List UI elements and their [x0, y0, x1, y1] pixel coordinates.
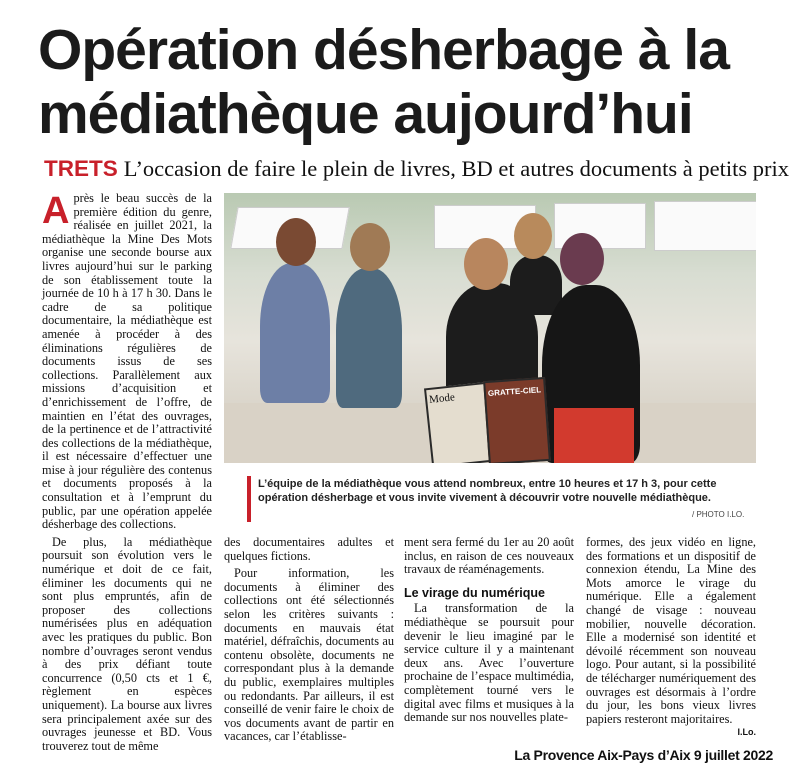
photo-credit: / PHOTO I.LO.: [692, 510, 745, 519]
person-head: [514, 213, 552, 259]
person-head: [350, 223, 390, 271]
intertitle: Le virage du numérique: [404, 585, 546, 600]
person-head: [560, 233, 604, 285]
paragraph: [42, 192, 212, 532]
caption-marker: [247, 476, 251, 522]
team-photo: [224, 193, 756, 463]
paragraph: De plus, la médiathèque poursuit son évolution vers le numérique et doit de ce fait, éliminer les documents qui ne sont plus empruntés, afin de proposer des collections numérisées plus en adéquation avec les pratiques du public. Bon nombre d’ouvrages seront vendus à des prix défiant toute concurrence (0,50 cts et 1 €, règlement en espèces uniquement). La bourse aux livres sera principalement axée sur des ouvrages jeunesse et BD. Vous trouverez tout de même: [42, 534, 212, 753]
person-head: [276, 218, 316, 266]
subheadline: [44, 156, 804, 182]
book-cover: [483, 377, 551, 463]
article-column-1: [42, 192, 212, 753]
book-title: Mode: [428, 391, 456, 406]
paragraph-text: près le beau succès de la première édition du genre, réalisée en juillet 2021, la médiathèque la Mine Des Mots organise une seconde bourse aux livres aujourd’hui sur le parking de son établissement toute la journée de 10 h à 17 h 30. Dans le cadre de sa politique documentaire, la médiathèque est amenée à procéder à des éliminations régulières de documents issus de ses collections. Parallèlement aux missions d’acquisition et d’enrichissement de l’offre, de maintien en l’état des ouvrages, de la pertinence et de l’attractivité des collections de la médiathèque, il est nécessaire d’effectuer une mise à jour régulière des contenus et documents proposés à la consultation et à l’emprunt du public, par une opération appelée désherbage des collections.: [42, 191, 212, 532]
person-head: [464, 238, 508, 290]
person-figure: [260, 263, 330, 403]
red-pants: [554, 408, 634, 463]
drop-cap: A: [42, 190, 70, 232]
article-column-3: [404, 536, 574, 725]
headline: Opération désherbage à la médiathèque aujourd’hui: [38, 18, 729, 146]
book-title: GRATTE-CIEL: [487, 385, 542, 398]
tent-shape: [654, 201, 756, 251]
photo-caption: L’équipe de la médiathèque vous attend nombreux, entre 10 heures et 17 h 3, pour cette opération désherbage et vous invite vivement à découvrir votre nouvelle médiathèque.: [258, 478, 717, 504]
source-line: La Provence Aix-Pays d’Aix 9 juillet 2022: [514, 747, 773, 763]
author-signature: I.Lo.: [737, 727, 756, 738]
kicker-location: TRETS: [44, 156, 118, 181]
paragraph: La transformation de la médiathèque se poursuit pour devenir le lieu imaginé par le service culture il y a maintenant deux ans. Avec l’ouverture prochaine de l’espace multimédia, complètement tourné vers le digital avec films et musiques à la demande sur nos nouvelles plate-: [404, 601, 574, 725]
article-column-4: [586, 536, 756, 740]
article-column-2: [224, 536, 394, 744]
paragraph: Pour information, les documents à éliminer des collections ont été sélectionnés selon les critères suivants : documents en mauvais état matériel, défraîchis, documents au contenu obsolète, documents ne correspondant plus à la demande du public, exemplaires multiples ou redondants. Par ailleurs, il est conseillé de venir faire le choix de vos documents avant de partir en vacances, car l’établisse-: [224, 566, 394, 744]
paragraph: formes, des jeux vidéo en ligne, des formations et un dispositif de connexion étendu, La Mine des Mots amorce le virage du numérique. Elle a également changé de visage : nouveau mobilier, nouvelle décoration. Elle a modernisé son identité et dévoilé récemment son nouveau logo. Pour autant, si la possibilité de télécharger numériquement des ouvrages est désormais à l’ordre du jour, les bons vieux livres papiers resteront majoritaires.: [586, 535, 756, 726]
paragraph: ment sera fermé du 1er au 20 août inclus, en raison de ces nouveaux travaux de réaménagements.: [404, 535, 574, 577]
person-figure: [510, 255, 562, 315]
paragraph: des documentaires adultes et quelques fictions.: [224, 535, 394, 563]
subhead-text: L’occasion de faire le plein de livres, BD et autres documents à petits prix: [123, 156, 789, 181]
person-figure: [336, 268, 402, 408]
